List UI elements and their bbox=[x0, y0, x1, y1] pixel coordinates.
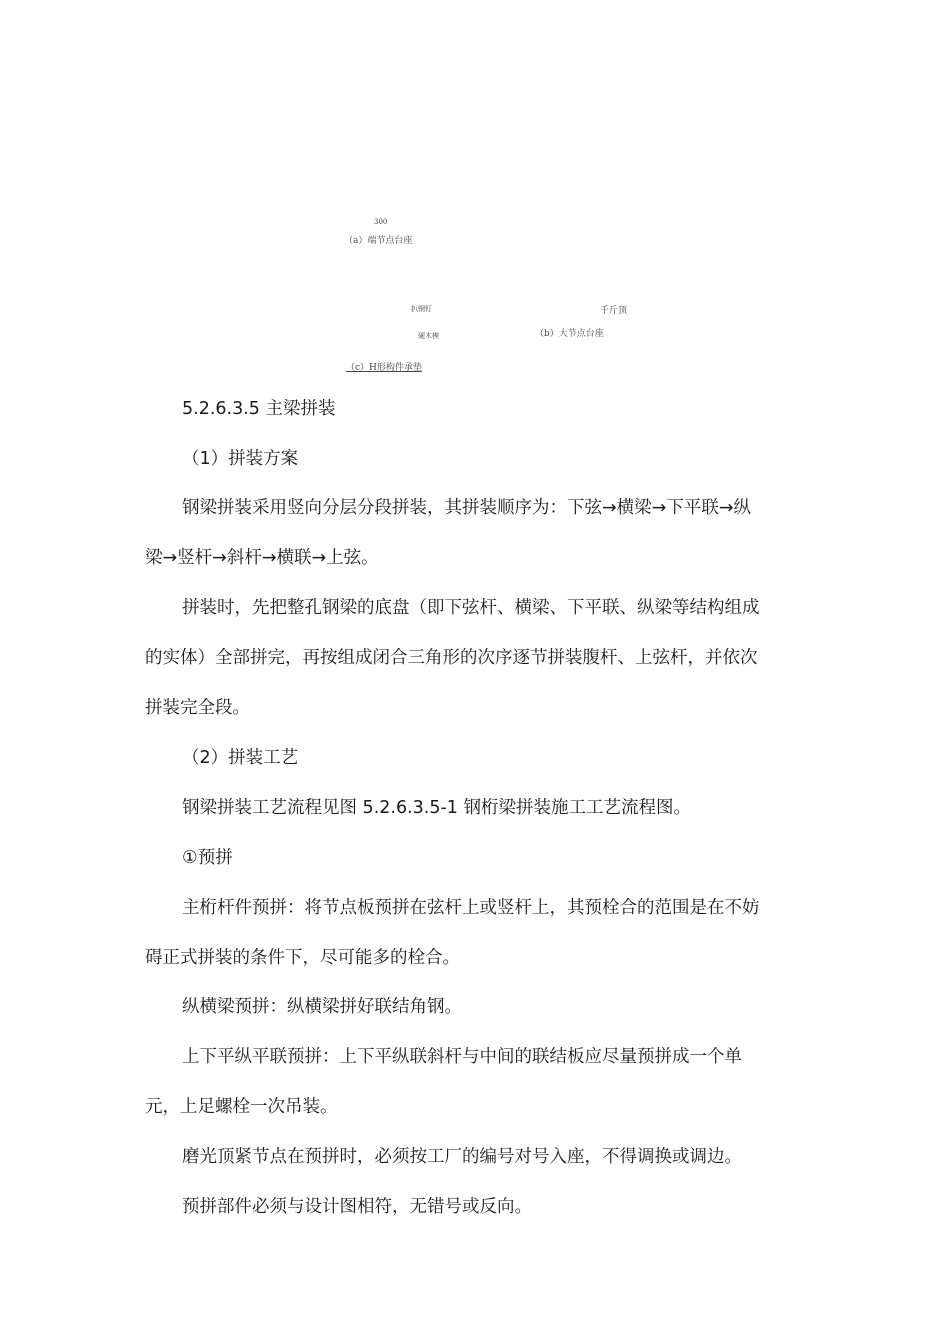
paragraph-2-line-1: 拼装时，先把整孔钢梁的底盘（即下弦杆、横梁、下平联、纵梁等结构组成 bbox=[182, 598, 760, 618]
paragraph-4-line-1: 主桁杆件预拼：将节点板预拼在弦杆上或竖杆上，其预栓合的范围是在不妨 bbox=[182, 898, 760, 918]
subheading-assembly-process: （2）拼装工艺 bbox=[182, 748, 299, 768]
section-heading: 5.2.6.3.5 主梁拼装 bbox=[182, 399, 336, 419]
subheading-pre-assembly: ①预拼 bbox=[182, 848, 233, 868]
figure-label-wedge: 硬木楔 bbox=[418, 332, 439, 340]
subheading-assembly-plan: （1）拼装方案 bbox=[182, 449, 299, 469]
paragraph-8: 预拼部件必须与设计图相符，无错号或反向。 bbox=[182, 1197, 532, 1217]
paragraph-3: 钢梁拼装工艺流程见图 5.2.6.3.5-1 钢桁梁拼装施工工艺流程图。 bbox=[182, 798, 691, 818]
paragraph-2-line-3: 拼装完全段。 bbox=[145, 698, 250, 718]
paragraph-5: 纵横梁预拼：纵横梁拼好联结角钢。 bbox=[182, 997, 462, 1017]
figure-caption-a: （a）端节点台座 bbox=[344, 236, 413, 246]
paragraph-6-line-2: 元，上足螺栓一次吊装。 bbox=[145, 1097, 338, 1117]
figure-dimension-300: 300 bbox=[374, 218, 388, 226]
paragraph-7: 磨光顶紧节点在预拼时，必须按工厂的编号对号入座，不得调换或调边。 bbox=[182, 1147, 742, 1167]
figure-caption-b: （b）大节点台座 bbox=[535, 329, 604, 339]
figure-caption-c: （c）H形构件承垫 bbox=[346, 363, 422, 373]
figure-label-bolt: 扒钢钉 bbox=[411, 305, 432, 313]
paragraph-1-line-2: 梁→竖杆→斜杆→横联→上弦。 bbox=[145, 548, 379, 568]
paragraph-4-line-2: 碍正式拼装的条件下，尽可能多的栓合。 bbox=[145, 948, 460, 968]
paragraph-2-line-2: 的实体）全部拼完，再按组成闭合三角形的次序逐节拼装腹杆、上弦杆，并依次 bbox=[145, 648, 758, 668]
paragraph-1-line-1: 钢梁拼装采用竖向分层分段拼装，其拼装顺序为：下弦→横梁→下平联→纵 bbox=[182, 498, 751, 518]
figure-label-jack: 千斤顶 bbox=[600, 306, 628, 316]
paragraph-6-line-1: 上下平纵平联预拼：上下平纵联斜杆与中间的联结板应尽量预拼成一个单 bbox=[182, 1047, 742, 1067]
